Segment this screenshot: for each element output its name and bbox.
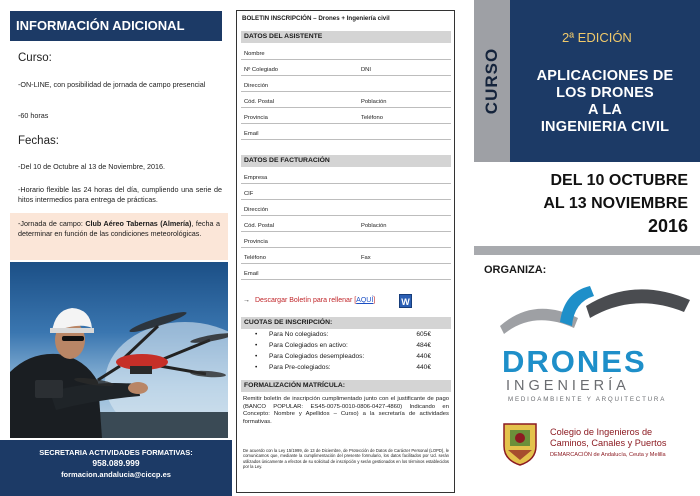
field-cp-poblacion[interactable]: Cód. Postal Población <box>241 93 451 108</box>
cuotas-section-header: CUOTAS DE INSCRIPCIÓN: <box>241 317 451 329</box>
fechas-heading: Fechas: <box>18 135 59 147</box>
bullet-icon: • <box>255 353 258 360</box>
colegio-ingenieros-logo <box>500 418 696 478</box>
download-form-line: → Descargar Boletín para rellenar [AQUÍ] <box>243 297 376 304</box>
cover-panel <box>464 0 700 496</box>
secretaria-phone[interactable]: 958.089.999 <box>92 458 140 468</box>
drones-logo-arcs-icon <box>494 282 694 346</box>
field-fact-provincia[interactable]: Provincia <box>241 233 451 248</box>
formalizacion-instructions: Remitir boletín de inscripción cumplimentado junto con el justificante de pago (BANCO POPULAR: ES45-0075-0010-0806-0427-4860) Indicando en Concepto: Nombre y Apellidos – Curso) a la secretaría de actividades formativas. <box>243 396 449 425</box>
secretaria-label: SECRETARIA ACTIVIDADES FORMATIVAS: <box>39 448 193 457</box>
asistente-section-header: DATOS DEL ASISTENTE <box>241 31 451 43</box>
secretaria-contact <box>0 440 232 496</box>
colegio-name: Colegio de Ingenieros de Caminos, Canales y Puertos <box>550 427 667 448</box>
form-title: BOLETIN INSCRIPCIÓN – Drones + Ingeniería civil <box>242 15 390 22</box>
drone-pilot-photo <box>10 262 228 438</box>
field-nombre[interactable]: Nombre <box>241 45 451 60</box>
logo-tagline: MEDIOAMBIENTE Y ARQUITECTURA <box>508 396 667 403</box>
fechas-line-dates: -Del 10 de Octubre al 13 de Noviembre, 2016. <box>18 162 166 171</box>
word-document-icon[interactable]: W <box>399 294 412 308</box>
curso-label: CURSO <box>482 47 501 115</box>
field-fact-cp-poblacion[interactable]: Cód. Postal Población <box>241 217 451 232</box>
course-title-block <box>510 0 700 162</box>
course-dates: DEL 10 OCTUBRE AL 13 NOVIEMBRE 2016 <box>543 172 688 236</box>
curso-vertical-band <box>474 0 510 162</box>
info-header: INFORMACIÓN ADICIONAL <box>10 11 222 41</box>
arrow-right-icon: → <box>243 297 250 304</box>
curso-line-online: -ON-LINE, con posibilidad de jornada de campo presencial <box>18 80 206 89</box>
drones-ingenieria-logo <box>494 282 694 408</box>
field-colegiado-dni[interactable]: Nº Colegiado DNI <box>241 61 451 76</box>
jornada-campo-box: -Jornada de campo: Club Aéreo Tabernas (Almería), fecha a determinar en función de las condiciones meteorológicas. <box>10 213 228 260</box>
course-title: APLICACIONES DE LOS DRONES A LA INGENIERIA CIVIL <box>536 68 674 135</box>
download-link[interactable]: AQUÍ <box>356 297 374 304</box>
registration-form: BOLETIN INSCRIPCIÓN – Drones + Ingeniería civil DATOS DEL ASISTENTE Nombre Nº Colegiado DNI Dirección Cód. Postal Población Provincia Teléfono Email DATOS DE FACTURACIÓN Empresa CIF Dirección Cód. Postal Población Provincia Teléfono Fax Email → Descargar Boletín para rellenar [AQUÍ] W CUOTAS DE INSCRIPCIÓN: • Para No colegiados: 605€ • Para Colegiados en activo: 484€ • Para Colegiados desempleados: 440€ • Para Pre-colegiados: 440€ FORMALIZACIÓN MATRÍCULA: Remitir boletín de inscripción cumplimentado junto con el justificante de pago (BANCO POPULAR: ES45-0075-0010-0806-0427-4860) Indicando en Concepto: Nombre y Apellidos – Curso) a la secretaría de actividades formativas. De acuerdo con la Ley 15/1999, de 13 de Diciembre, de Protección de Datos de Carácter Personal (LOPD), le comunicamos que, mediante la cumplimentación del presente formulario, los datos facilitados por Ud. serán utilizados únicamente a efectos de su solicitud de inscripción y serán gestionados en los términos establecidos por la Ley. <box>236 10 455 493</box>
lopd-notice: De acuerdo con la Ley 15/1999, de 13 de Diciembre, de Protección de Datos de Carácter Personal (LOPD), le comunicamos que, mediante la cumplimentación del presente formulario, los datos facilitados por Ud. serán utilizados únicamente a efectos de su solicitud de inscripción y serán gestionados en los términos establecidos por la Ley. <box>243 448 449 470</box>
field-fact-telefono-fax[interactable]: Teléfono Fax <box>241 249 451 264</box>
field-fact-email[interactable]: Email <box>241 265 451 280</box>
organiza-label: ORGANIZA: <box>484 264 547 276</box>
field-fact-direccion[interactable]: Dirección <box>241 201 451 216</box>
field-email[interactable]: Email <box>241 125 451 140</box>
colegio-shield-icon <box>500 420 540 466</box>
info-panel <box>0 0 232 496</box>
formalizacion-section-header: FORMALIZACIÓN MATRÍCULA: <box>241 380 451 392</box>
logo-drones-text: DRONES <box>502 344 647 379</box>
drone-pilot-illustration <box>10 262 228 438</box>
colegio-demarcacion: DEMARCACIÓN de Andalucía, Ceuta y Melilla <box>550 452 666 458</box>
bullet-icon: • <box>255 331 258 338</box>
field-provincia-telefono[interactable]: Provincia Teléfono <box>241 109 451 124</box>
secretaria-email[interactable]: formacion.andalucia@ciccp.es <box>61 470 171 479</box>
curso-heading: Curso: <box>18 52 52 64</box>
edition-label: 2ª EDICIÓN <box>562 30 632 45</box>
curso-line-hours: -60 horas <box>18 111 49 120</box>
bullet-icon: • <box>255 364 258 371</box>
bullet-icon: • <box>255 342 258 349</box>
facturacion-section-header: DATOS DE FACTURACIÓN <box>241 155 451 167</box>
field-cif[interactable]: CIF <box>241 185 451 200</box>
field-empresa[interactable]: Empresa <box>241 169 451 184</box>
logo-ingenieria-text: INGENIERÍA <box>506 378 630 394</box>
fechas-line-horario: -Horario flexible las 24 horas del día, cumpliendo una serie de hitos intermedios para entrega de prácticas. <box>18 185 222 204</box>
campo-location: Club Aéreo Tabernas (Almería) <box>85 219 192 228</box>
field-direccion[interactable]: Dirección <box>241 77 451 92</box>
divider-bar <box>474 246 700 255</box>
